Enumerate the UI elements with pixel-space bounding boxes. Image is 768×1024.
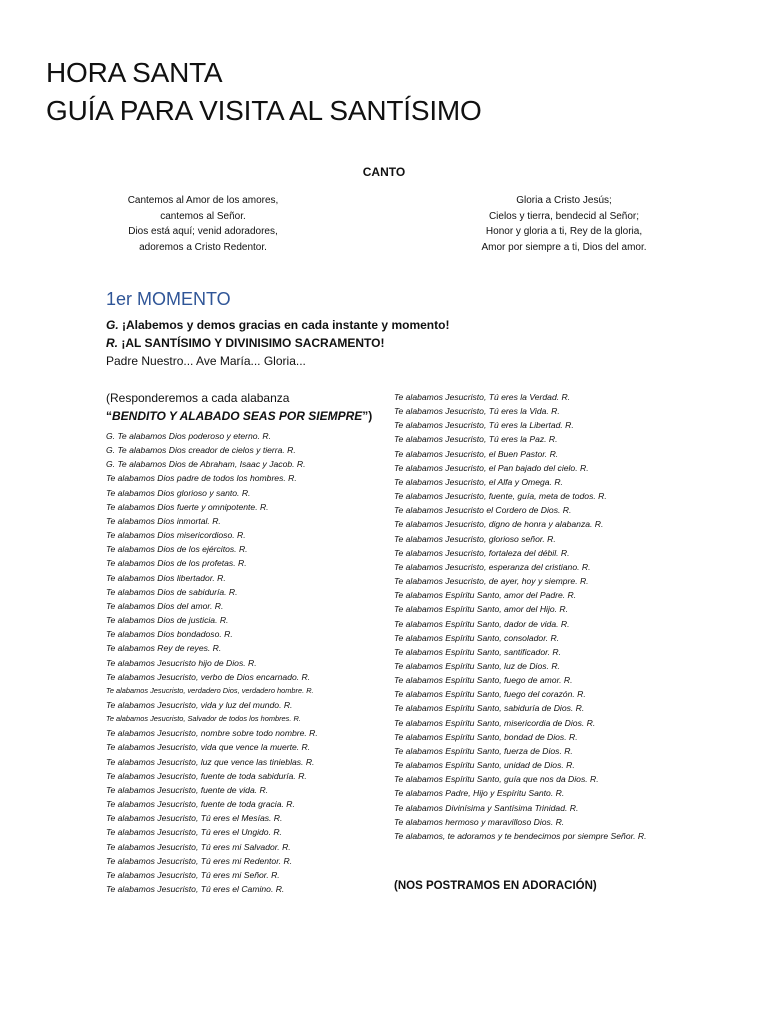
guide-line [106,316,449,334]
canto-right-line: Gloria a Cristo Jesús; [516,195,612,206]
praise-line: Te alabamos Dios bondadoso. R. [106,629,233,640]
praise-line: Te alabamos Jesucristo, verbo de Dios encarnado. R. [106,671,311,682]
open-quote: “ [106,409,112,423]
praise-line: Te alabamos Jesucristo, vida y luz del mundo. R. [106,699,293,710]
guide-label: G. [106,318,119,332]
canto-left-line: Cantemos al Amor de los amores, [127,195,279,206]
praise-line: Te alabamos Jesucristo, esperanza del cristiano. R. [394,561,591,572]
praise-line: Te alabamos Espíritu Santo, fuerza de Dios. R. [394,745,573,756]
praise-line: Te alabamos Dios inmortal. R. [106,515,221,526]
praise-line: Te alabamos Espíritu Santo, consolador. R. [394,632,560,643]
title-line-1: HORA SANTA [46,57,223,88]
praise-line: Te alabamos Jesucristo, vida que vence la muerte. R. [106,742,311,753]
praise-line: Te alabamos Jesucristo, el Pan bajado del cielo. R. [394,462,589,473]
praise-line: Te alabamos Espíritu Santo, dador de vida. R. [394,618,570,629]
praise-line: Te alabamos Jesucristo, Tú eres mi Redentor. R. [106,855,293,866]
praise-line: Te alabamos Dios misericordioso. R. [106,530,246,541]
praise-line: Te alabamos Jesucristo, fuente, guía, meta de todos. R. [394,491,607,502]
praise-line: Te alabamos Jesucristo el Cordero de Dios. R. [394,505,572,516]
praise-line: Te alabamos Divinísima y Santísima Trinidad. R. [394,802,579,813]
response-label: R. [106,336,118,350]
respond-instruction [106,389,372,425]
praise-line: Te alabamos Jesucristo, fuente de toda gracia. R. [106,799,295,810]
praise-line: Te alabamos Jesucristo, fuente de vida. R. [106,784,269,795]
praise-line: Te alabamos Dios del amor. R. [106,600,224,611]
prayers-line: Padre Nuestro... Ave María... Gloria... [106,354,306,368]
praise-line: Te alabamos Jesucristo hijo de Dios. R. [106,657,257,668]
praise-line: G. Te alabamos Dios creador de cielos y tierra. R. [106,445,296,456]
response-phrase: BENDITO Y ALABADO SEAS POR SIEMPRE [112,409,363,423]
praise-line: Te alabamos Jesucristo, Salvador de todos los hombres. R. [106,714,301,724]
praise-line: Te alabamos Espíritu Santo, sabiduría de Dios. R. [394,703,585,714]
momento-heading: 1er MOMENTO [106,289,231,309]
praise-line: Te alabamos Jesucristo, digno de honra y alabanza. R. [394,519,604,530]
praise-line: Te alabamos Jesucristo, Tú eres la Libertad. R. [394,420,574,431]
response-text: ¡AL SANTÍSIMO Y DIVINISIMO SACRAMENTO! [118,336,385,350]
praise-line: Te alabamos Jesucristo, fuente de toda sabiduría. R. [106,770,307,781]
praise-line: Te alabamos Dios glorioso y santo. R. [106,487,251,498]
canto-right-line: Amor por siempre a ti, Dios del amor. [481,241,647,253]
praise-line: Te alabamos Espíritu Santo, santificador. R. [394,646,562,657]
praise-line: Te alabamos Jesucristo, Tú eres la Paz. R. [394,434,558,445]
canto-right-stanza [470,193,658,255]
praise-line: Te alabamos Padre, Hijo y Espíritu Santo. R. [394,788,565,799]
praise-line: Te alabamos Jesucristo, Tú eres el Ungido. R. [106,827,282,838]
praise-line: Te alabamos Jesucristo, Tú eres la Vida. R. [394,406,560,417]
praise-line: Te alabamos Dios de justicia. R. [106,615,229,626]
praise-line: Te alabamos Dios fuerte y omnipotente. R. [106,501,269,512]
document-title [46,54,482,130]
canto-left-line: cantemos al Señor. [160,210,246,222]
canto-right-line: Honor y gloria a ti, Rey de la gloria, [485,226,643,237]
praise-line: Te alabamos Jesucristo, Tú eres mi Señor. R. [106,869,280,880]
praise-line: Te alabamos Jesucristo, Tú eres el Camino. R. [106,884,285,894]
praise-line: Te alabamos Espíritu Santo, bondad de Dios. R. [394,731,578,742]
praise-line: Te alabamos Espíritu Santo, amor del Padre. R. [394,590,577,601]
praise-line: G. Te alabamos Dios poderoso y eterno. R. [106,431,271,441]
praise-line: Te alabamos Jesucristo, glorioso señor. R. [394,533,556,544]
praise-line: Te alabamos, te adoramos y te bendecimos por siempre Señor. R. [394,830,647,841]
praise-line: Te alabamos Jesucristo, el Alfa y Omega. R. [394,476,563,487]
praise-line: Te alabamos Rey de reyes. R. [106,643,222,654]
momento-intro [106,316,449,370]
respond-line-1: (Responderemos a cada alabanza [106,391,290,405]
praise-line: Te alabamos Jesucristo, Tú eres el Mesías. R. [106,813,283,824]
praise-line: Te alabamos Jesucristo, luz que vence las tinieblas. R. [106,756,315,767]
praise-line: Te alabamos Espíritu Santo, fuego de amor. R. [394,675,573,686]
title-line-2: GUÍA PARA VISITA AL SANTÍSIMO [46,95,482,126]
guide-text: ¡Alabemos y demos gracias en cada instante y momento! [118,318,450,332]
praise-line: Te alabamos hermoso y maravilloso Dios. R. [394,816,565,827]
praise-line: Te alabamos Dios padre de todos los hombres. R. [106,473,297,484]
praise-line: Te alabamos Espíritu Santo, fuego del corazón. R. [394,689,586,700]
praise-line: Te alabamos Dios de los profetas. R. [106,558,247,569]
response-line [106,334,449,352]
praise-line: Te alabamos Dios de sabiduría. R. [106,586,238,597]
praise-line: Te alabamos Jesucristo, el Buen Pastor. R. [394,448,559,459]
praise-line: Te alabamos Jesucristo, nombre sobre todo nombre. R. [106,728,318,739]
praise-line: Te alabamos Espíritu Santo, misericordia de Dios. R. [394,717,596,728]
praises-right-column [394,390,664,843]
canto-right-line: Cielos y tierra, bendecid al Señor; [488,210,640,222]
praise-line: G. Te alabamos Dios de Abraham, Isaac y Jacob. R. [106,459,306,470]
praise-line: Te alabamos Jesucristo, de ayer, hoy y siempre. R. [394,576,589,587]
praise-line: Te alabamos Jesucristo, verdadero Dios, verdadero hombre. R. [106,685,314,695]
canto-left-line: Dios está aquí; venid adoradores, [128,226,278,237]
praise-line: Te alabamos Espíritu Santo, amor del Hijo. R. [394,604,569,615]
close-quote: ”) [362,409,373,423]
praise-line: Te alabamos Jesucristo, Tú eres la Verdad. R. [394,392,571,402]
closing-note: (NOS POSTRAMOS EN ADORACIÓN) [394,880,597,892]
praise-line: Te alabamos Espíritu Santo, unidad de Dios. R. [394,760,575,771]
praise-line: Te alabamos Jesucristo, Tú eres mi Salvador. R. [106,841,291,852]
praise-line: Te alabamos Jesucristo, fortaleza del débil. R. [394,547,570,558]
praise-line: Te alabamos Espíritu Santo, luz de Dios. R. [394,660,560,671]
praise-line: Te alabamos Dios libertador. R. [106,572,226,583]
canto-left-stanza [108,193,298,255]
respond-line-2 [106,407,372,425]
praises-left-column [106,429,381,896]
canto-heading: CANTO [362,165,406,179]
canto-left-line: adoremos a Cristo Redentor. [139,241,267,253]
praise-line: Te alabamos Dios de los ejércitos. R. [106,544,248,555]
praise-line: Te alabamos Espíritu Santo, guía que nos da Dios. R. [394,774,599,785]
